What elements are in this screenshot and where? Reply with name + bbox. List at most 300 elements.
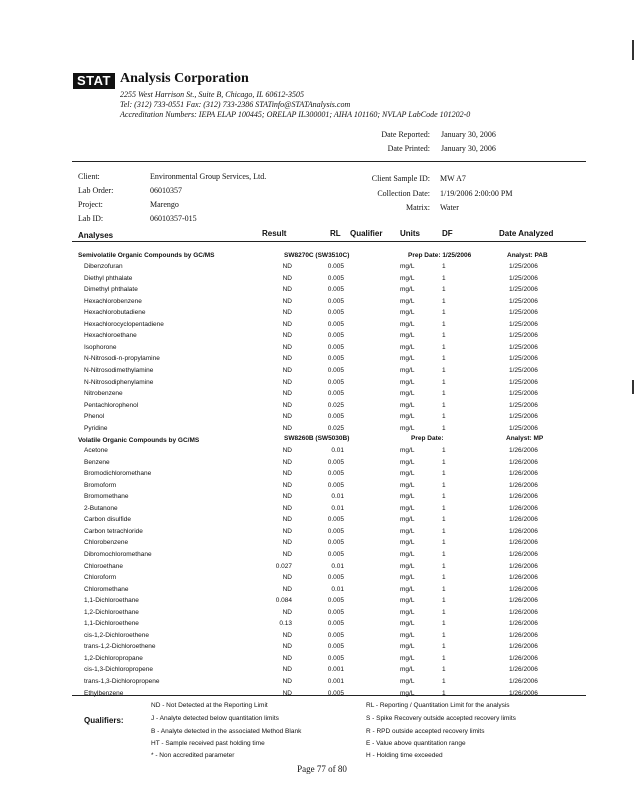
result-cell: ND	[282, 516, 292, 524]
df-cell: 1	[442, 678, 446, 685]
analyte-cell: N-Nitrosodi-n-propylamine	[84, 355, 160, 363]
df-cell: 1	[442, 689, 446, 697]
result-cell: 0.027	[275, 562, 292, 570]
rl-cell: 0.025	[327, 401, 344, 409]
units-cell: mg/L	[400, 504, 415, 512]
qualifier-ht: HT - Sample received past holding time	[151, 740, 265, 747]
date-cell: 1/25/2006	[509, 378, 538, 386]
result-cell: 0.13	[279, 620, 292, 628]
df-cell: 1	[442, 597, 446, 605]
date-cell: 1/25/2006	[509, 366, 538, 374]
analyte-cell: 1,1-Dichloroethane	[84, 597, 139, 605]
accreditation-numbers: Accreditation Numbers: IEPA ELAP 100445; ORELAP IL300001; AIHA 101160; NVLAP LabCode 101202-0	[120, 110, 471, 119]
collection-date-value: 1/19/2006 2:00:00 PM	[440, 189, 513, 198]
table-row	[0, 344, 644, 355]
analyte-cell: Chloroethane	[84, 562, 124, 570]
result-cell: ND	[282, 481, 292, 489]
rl-cell: 0.025	[327, 424, 344, 432]
df-cell: 1	[442, 654, 446, 662]
table-row	[0, 632, 644, 643]
units-cell: mg/L	[400, 643, 415, 651]
analyte-cell: Hexachlorobutadiene	[84, 309, 146, 317]
rl-cell: 0.005	[327, 574, 344, 582]
date-cell: 1/25/2006	[509, 401, 538, 409]
df-cell: 1	[442, 274, 446, 282]
units-cell: mg/L	[400, 286, 415, 294]
units-cell: mg/L	[400, 585, 415, 593]
df-cell: 1	[442, 286, 446, 294]
df-cell: 1	[442, 631, 446, 639]
result-cell: ND	[282, 378, 292, 386]
result-cell: ND	[282, 413, 292, 421]
client-sample-id-label: Client Sample ID:	[371, 174, 430, 183]
result-cell: ND	[282, 470, 292, 478]
date-cell: 1/25/2006	[509, 263, 538, 270]
analyte-cell: Dibromochloromethane	[84, 550, 152, 558]
result-cell: ND	[282, 390, 292, 398]
units-cell: mg/L	[400, 574, 415, 582]
date-cell: 1/26/2006	[509, 666, 538, 674]
date-cell: 1/26/2006	[509, 470, 538, 478]
date-cell: 1/26/2006	[509, 608, 538, 616]
units-cell: mg/L	[400, 516, 415, 524]
analyte-cell: Carbon disulfide	[84, 516, 131, 524]
result-cell: ND	[282, 678, 292, 685]
col-analyses: Analyses	[78, 231, 114, 240]
analyte-cell: Diethyl phthalate	[84, 274, 133, 282]
rl-cell: 0.005	[327, 378, 344, 386]
df-cell: 1	[442, 666, 446, 674]
lab-id-value: 06010357-015	[150, 214, 197, 223]
section-prep-date: Prep Date: 1/25/2006	[408, 252, 472, 259]
df-cell: 1	[442, 493, 446, 501]
result-cell: ND	[282, 343, 292, 351]
df-cell: 1	[442, 332, 446, 340]
date-cell: 1/26/2006	[509, 643, 538, 651]
date-cell: 1/25/2006	[509, 355, 538, 363]
analyte-cell: 1,2-Dichloropropane	[84, 654, 143, 662]
rl-cell: 0.001	[327, 666, 344, 674]
rl-cell: 0.005	[327, 320, 344, 328]
units-cell: mg/L	[400, 309, 415, 317]
qualifier-star: * - Non accredited parameter	[151, 752, 235, 759]
col-units: Units	[400, 229, 420, 238]
units-cell: mg/L	[400, 597, 415, 605]
column-header-divider	[72, 241, 586, 242]
table-row	[0, 563, 644, 574]
date-cell: 1/26/2006	[509, 678, 538, 685]
col-qualifier: Qualifier	[350, 229, 383, 238]
section-analyst: Analyst: MP	[506, 435, 544, 442]
units-cell: mg/L	[400, 390, 415, 398]
rl-cell: 0.001	[327, 678, 344, 685]
company-address: 2255 West Harrison St., Suite B, Chicago, IL 60612-3505	[120, 90, 305, 99]
matrix-label: Matrix:	[406, 203, 430, 212]
result-cell: ND	[282, 309, 292, 317]
units-cell: mg/L	[400, 539, 415, 547]
section-method: SW8270C (SW3510C)	[284, 252, 350, 259]
analyte-cell: Bromoform	[84, 481, 117, 489]
table-row	[0, 505, 644, 516]
rl-cell: 0.005	[327, 286, 344, 294]
df-cell: 1	[442, 470, 446, 478]
table-row	[0, 609, 644, 620]
table-row	[0, 643, 644, 654]
qualifier-r: R - RPD outside accepted recovery limits	[366, 728, 485, 735]
result-cell: ND	[282, 643, 292, 651]
footer-divider	[72, 695, 586, 696]
rl-cell: 0.005	[327, 413, 344, 421]
date-cell: 1/26/2006	[509, 562, 538, 570]
date-printed-label: Date Printed:	[387, 144, 430, 153]
units-cell: mg/L	[400, 527, 415, 535]
table-row	[0, 551, 644, 562]
df-cell: 1	[442, 608, 446, 616]
result-cell: ND	[282, 539, 292, 547]
rl-cell: 0.005	[327, 343, 344, 351]
col-date-analyzed: Date Analyzed	[499, 229, 554, 238]
analyte-cell: Pyridine	[84, 424, 108, 432]
analyte-cell: Dimethyl phthalate	[84, 286, 138, 294]
result-cell: ND	[282, 608, 292, 616]
table-row	[0, 286, 644, 297]
table-row	[0, 655, 644, 666]
date-cell: 1/25/2006	[509, 343, 538, 351]
units-cell: mg/L	[400, 447, 415, 454]
date-cell: 1/26/2006	[509, 585, 538, 593]
units-cell: mg/L	[400, 343, 415, 351]
df-cell: 1	[442, 297, 446, 305]
df-cell: 1	[442, 366, 446, 374]
analyte-cell: Phenol	[84, 413, 105, 421]
section-title: Semivolatile Organic Compounds by GC/MS	[78, 252, 215, 259]
analyte-cell: 2-Butanone	[84, 504, 118, 512]
date-cell: 1/25/2006	[509, 297, 538, 305]
date-cell: 1/25/2006	[509, 413, 538, 421]
units-cell: mg/L	[400, 274, 415, 282]
table-row	[0, 390, 644, 401]
qualifier-j: J - Analyte detected below quantitation limits	[151, 715, 279, 722]
date-cell: 1/25/2006	[509, 320, 538, 328]
units-cell: mg/L	[400, 481, 415, 489]
result-cell: ND	[282, 320, 292, 328]
rl-cell: 0.005	[327, 597, 344, 605]
date-cell: 1/26/2006	[509, 631, 538, 639]
df-cell: 1	[442, 620, 446, 628]
qualifier-b: B - Analyte detected in the associated Method Blank	[151, 728, 302, 735]
rl-cell: 0.005	[327, 470, 344, 478]
scan-mark	[632, 380, 634, 394]
result-cell: ND	[282, 631, 292, 639]
rl-cell: 0.005	[327, 263, 344, 270]
analyte-cell: Nitrobenzene	[84, 390, 123, 398]
units-cell: mg/L	[400, 620, 415, 628]
rl-cell: 0.005	[327, 274, 344, 282]
table-row	[0, 516, 644, 527]
table-row	[0, 355, 644, 366]
result-cell: ND	[282, 424, 292, 432]
table-row	[0, 597, 644, 608]
df-cell: 1	[442, 424, 446, 432]
rl-cell: 0.005	[327, 458, 344, 466]
df-cell: 1	[442, 643, 446, 651]
section-analyst: Analyst: PAB	[507, 252, 548, 259]
project-label: Project:	[78, 200, 103, 209]
table-row	[0, 298, 644, 309]
table-row	[0, 586, 644, 597]
df-cell: 1	[442, 516, 446, 524]
section-title: Volatile Organic Compounds by GC/MS	[78, 437, 200, 444]
rl-cell: 0.01	[331, 562, 344, 570]
date-cell: 1/26/2006	[509, 516, 538, 524]
units-cell: mg/L	[400, 550, 415, 558]
rl-cell: 0.01	[331, 493, 344, 501]
date-reported-label: Date Reported:	[381, 130, 430, 139]
company-logo: STAT	[73, 73, 115, 89]
df-cell: 1	[442, 562, 446, 570]
qualifier-h: H - Holding time exceeded	[366, 752, 443, 759]
date-cell: 1/26/2006	[509, 654, 538, 662]
units-cell: mg/L	[400, 424, 415, 432]
result-cell: ND	[282, 286, 292, 294]
result-cell: ND	[282, 585, 292, 593]
df-cell: 1	[442, 309, 446, 317]
result-cell: ND	[282, 504, 292, 512]
analyte-cell: Hexachlorobenzene	[84, 297, 142, 305]
client-value: Environmental Group Services, Ltd.	[150, 172, 267, 181]
result-cell: ND	[282, 458, 292, 466]
df-cell: 1	[442, 401, 446, 409]
result-cell: ND	[282, 654, 292, 662]
df-cell: 1	[442, 355, 446, 363]
table-row	[0, 263, 644, 274]
section-prep-date: Prep Date:	[411, 435, 444, 442]
analyte-cell: Bromomethane	[84, 493, 129, 501]
df-cell: 1	[442, 550, 446, 558]
date-cell: 1/25/2006	[509, 309, 538, 317]
analyte-cell: Chlorobenzene	[84, 539, 129, 547]
result-cell: ND	[282, 355, 292, 363]
table-row	[0, 539, 644, 550]
analyte-cell: Isophorone	[84, 343, 117, 351]
df-cell: 1	[442, 458, 446, 466]
units-cell: mg/L	[400, 631, 415, 639]
rl-cell: 0.005	[327, 481, 344, 489]
analyte-cell: 1,1-Dichloroethene	[84, 620, 139, 628]
units-cell: mg/L	[400, 666, 415, 674]
table-row	[0, 275, 644, 286]
units-cell: mg/L	[400, 320, 415, 328]
table-row	[0, 459, 644, 470]
table-row	[0, 493, 644, 504]
table-row	[0, 470, 644, 481]
rl-cell: 0.005	[327, 654, 344, 662]
analyte-cell: Ethylbenzene	[84, 689, 124, 697]
table-row	[0, 309, 644, 320]
project-value: Marengo	[150, 200, 179, 209]
client-label: Client:	[78, 172, 100, 181]
table-row	[0, 413, 644, 424]
table-row	[0, 332, 644, 343]
result-cell: ND	[282, 297, 292, 305]
units-cell: mg/L	[400, 654, 415, 662]
rl-cell: 0.01	[331, 585, 344, 593]
date-printed-value: January 30, 2006	[441, 144, 496, 153]
matrix-value: Water	[440, 203, 459, 212]
date-cell: 1/26/2006	[509, 447, 538, 454]
rl-cell: 0.005	[327, 309, 344, 317]
rl-cell: 0.005	[327, 689, 344, 697]
qualifier-e: E - Value above quantitation range	[366, 740, 466, 747]
header-divider	[72, 161, 586, 162]
units-cell: mg/L	[400, 332, 415, 340]
rl-cell: 0.005	[327, 620, 344, 628]
company-contact: Tel: (312) 733-0551 Fax: (312) 733-2386 STATinfo@STATAnalysis.com	[120, 100, 351, 109]
units-cell: mg/L	[400, 401, 415, 409]
result-cell: ND	[282, 666, 292, 674]
analyte-cell: cis-1,2-Dichloroethene	[84, 631, 150, 639]
date-cell: 1/25/2006	[509, 332, 538, 340]
rl-cell: 0.01	[331, 504, 344, 512]
date-cell: 1/26/2006	[509, 458, 538, 466]
table-row	[0, 620, 644, 631]
df-cell: 1	[442, 574, 446, 582]
units-cell: mg/L	[400, 493, 415, 501]
units-cell: mg/L	[400, 608, 415, 616]
table-row	[0, 379, 644, 390]
result-cell: ND	[282, 527, 292, 535]
table-row	[0, 402, 644, 413]
analyte-cell: Hexachloroethane	[84, 332, 137, 340]
date-cell: 1/26/2006	[509, 504, 538, 512]
units-cell: mg/L	[400, 366, 415, 374]
units-cell: mg/L	[400, 689, 415, 697]
result-cell: ND	[282, 574, 292, 582]
analyte-cell: cis-1,3-Dichloropropene	[84, 666, 154, 674]
table-row	[0, 447, 644, 458]
analyte-cell: Benzene	[84, 458, 110, 466]
col-result: Result	[262, 229, 287, 238]
analyte-cell: N-Nitrosodiphenylamine	[84, 378, 154, 386]
df-cell: 1	[442, 539, 446, 547]
df-cell: 1	[442, 343, 446, 351]
result-cell: ND	[282, 401, 292, 409]
date-cell: 1/25/2006	[509, 424, 538, 432]
units-cell: mg/L	[400, 470, 415, 478]
units-cell: mg/L	[400, 355, 415, 363]
lab-order-value: 06010357	[150, 186, 182, 195]
date-reported-value: January 30, 2006	[441, 130, 496, 139]
result-cell: ND	[282, 274, 292, 282]
date-cell: 1/26/2006	[509, 574, 538, 582]
date-cell: 1/25/2006	[509, 274, 538, 282]
result-cell: ND	[282, 263, 292, 270]
rl-cell: 0.005	[327, 332, 344, 340]
analyte-cell: Pentachlorophenol	[84, 401, 139, 409]
rl-cell: 0.005	[327, 631, 344, 639]
table-row	[0, 367, 644, 378]
date-cell: 1/26/2006	[509, 493, 538, 501]
table-row	[0, 321, 644, 332]
analyte-cell: trans-1,3-Dichloropropene	[84, 678, 160, 685]
qualifier-nd: ND - Not Detected at the Reporting Limit	[151, 702, 268, 709]
analyte-cell: trans-1,2-Dichloroethene	[84, 643, 156, 651]
date-cell: 1/25/2006	[509, 390, 538, 398]
result-cell: ND	[282, 447, 292, 454]
qualifier-s: S - Spike Recovery outside accepted recovery limits	[366, 715, 516, 722]
client-sample-id-value: MW A7	[440, 174, 466, 183]
rl-cell: 0.005	[327, 516, 344, 524]
page-number: Page 77 of 80	[297, 764, 347, 774]
analyte-cell: Chloromethane	[84, 585, 129, 593]
scan-mark	[632, 40, 634, 60]
analyte-cell: Bromodichloromethane	[84, 470, 152, 478]
df-cell: 1	[442, 481, 446, 489]
date-cell: 1/26/2006	[509, 539, 538, 547]
date-cell: 1/26/2006	[509, 550, 538, 558]
rl-cell: 0.005	[327, 550, 344, 558]
df-cell: 1	[442, 447, 446, 454]
rl-cell: 0.005	[327, 355, 344, 363]
col-rl: RL	[330, 229, 341, 238]
df-cell: 1	[442, 378, 446, 386]
units-cell: mg/L	[400, 562, 415, 570]
df-cell: 1	[442, 390, 446, 398]
collection-date-label: Collection Date:	[377, 189, 430, 198]
col-df: DF	[442, 229, 453, 238]
df-cell: 1	[442, 585, 446, 593]
analyte-cell: N-Nitrosodimethylamine	[84, 366, 154, 374]
date-cell: 1/26/2006	[509, 481, 538, 489]
analyte-cell: Hexachlorocyclopentadiene	[84, 320, 164, 328]
units-cell: mg/L	[400, 297, 415, 305]
analyte-cell: Carbon tetrachloride	[84, 527, 143, 535]
units-cell: mg/L	[400, 413, 415, 421]
result-cell: ND	[282, 493, 292, 501]
rl-cell: 0.005	[327, 527, 344, 535]
rl-cell: 0.005	[327, 539, 344, 547]
analyte-cell: Chloroform	[84, 574, 117, 582]
date-cell: 1/26/2006	[509, 689, 538, 697]
analyte-cell: 1,2-Dichloroethane	[84, 608, 139, 616]
result-cell: ND	[282, 332, 292, 340]
df-cell: 1	[442, 320, 446, 328]
rl-cell: 0.005	[327, 643, 344, 651]
units-cell: mg/L	[400, 458, 415, 466]
result-cell: 0.084	[275, 597, 292, 605]
rl-cell: 0.005	[327, 297, 344, 305]
date-cell: 1/26/2006	[509, 597, 538, 605]
df-cell: 1	[442, 527, 446, 535]
date-cell: 1/25/2006	[509, 286, 538, 294]
section-method: SW8260B (SW5030B)	[284, 435, 350, 442]
units-cell: mg/L	[400, 263, 415, 270]
df-cell: 1	[442, 413, 446, 421]
units-cell: mg/L	[400, 378, 415, 386]
qualifier-rl: RL - Reporting / Quantitation Limit for the analysis	[366, 702, 510, 709]
lab-id-label: Lab ID:	[78, 214, 104, 223]
qualifiers-label: Qualifiers:	[84, 716, 124, 725]
company-name: Analysis Corporation	[120, 71, 249, 86]
table-row	[0, 482, 644, 493]
df-cell: 1	[442, 263, 446, 270]
table-row	[0, 678, 644, 689]
analyte-cell: Acetone	[84, 447, 108, 454]
result-cell: ND	[282, 689, 292, 697]
rl-cell: 0.005	[327, 390, 344, 398]
rl-cell: 0.005	[327, 608, 344, 616]
analyte-cell: Dibenzofuran	[84, 263, 123, 270]
